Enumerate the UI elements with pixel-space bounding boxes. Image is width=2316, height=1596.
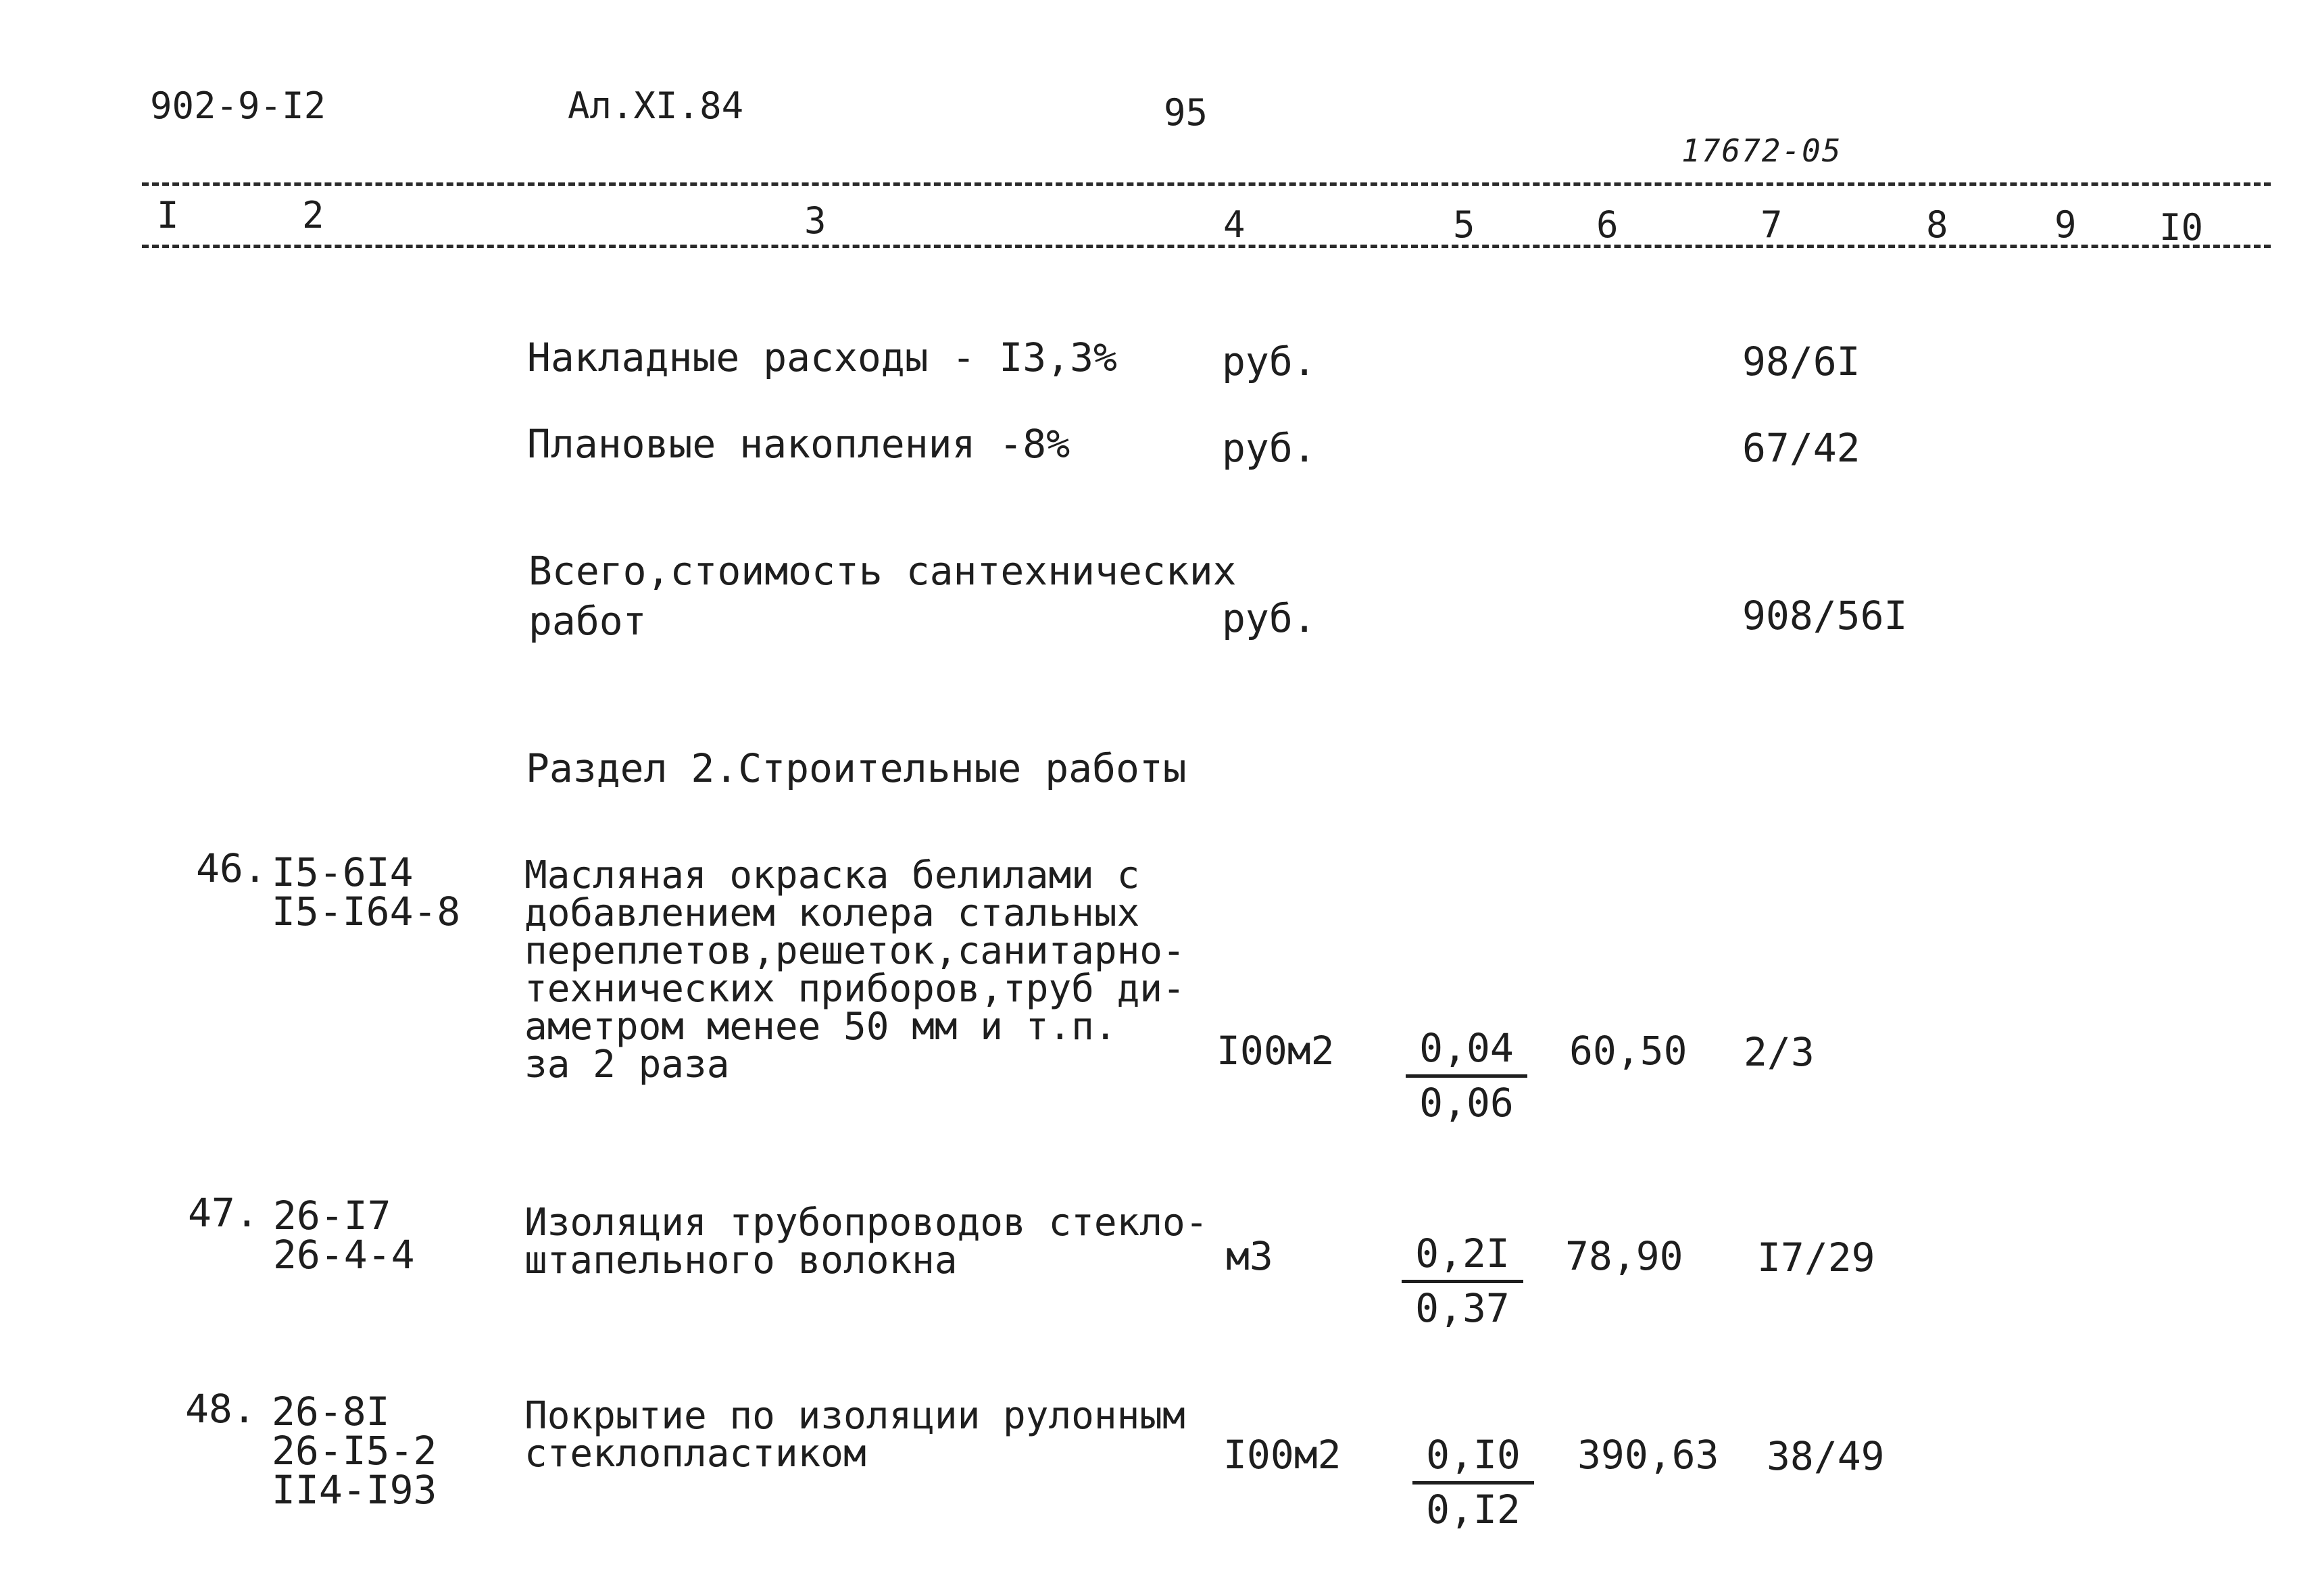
summary-unit: руб. bbox=[1222, 425, 1316, 471]
item-codes: I5-6I4 I5-I64-8 bbox=[272, 849, 461, 934]
item-number: 46. bbox=[196, 845, 267, 891]
item-codes: 26-8I 26-I5-2 II4-I93 bbox=[272, 1389, 437, 1513]
item-number: 47. bbox=[188, 1190, 259, 1236]
quantity-numerator: 0,2I bbox=[1402, 1234, 1523, 1283]
quantity-numerator: 0,04 bbox=[1406, 1028, 1527, 1078]
inventory-number: 17672-05 bbox=[1681, 132, 1842, 169]
item-unit: I00м2 bbox=[1223, 1432, 1341, 1478]
item-quantity bbox=[1412, 1432, 1534, 1532]
column-number: I0 bbox=[2159, 206, 2204, 249]
table-header-top-rule bbox=[142, 182, 2271, 186]
item-unit-price: 390,63 bbox=[1577, 1432, 1719, 1478]
column-number: 6 bbox=[1596, 203, 1619, 246]
item-unit: м3 bbox=[1226, 1233, 1273, 1279]
item-description: Изоляция трубопроводов стекло- штапельного волокна bbox=[524, 1201, 1208, 1282]
column-number: 8 bbox=[1926, 203, 1948, 246]
item-total: 2/3 bbox=[1744, 1029, 1815, 1075]
summary-total: 67/42 bbox=[1742, 425, 1861, 471]
item-number: 48. bbox=[185, 1386, 256, 1432]
column-number: 9 bbox=[2054, 203, 2077, 246]
quantity-denominator: 0,37 bbox=[1415, 1285, 1510, 1331]
item-quantity bbox=[1402, 1230, 1523, 1331]
section-title: Раздел 2.Строительные работы bbox=[526, 745, 1187, 791]
table-header-bottom-rule bbox=[142, 245, 2271, 248]
column-number: 3 bbox=[804, 199, 827, 242]
summary-description: Всего,стоимость сантехнических работ bbox=[528, 548, 1237, 645]
summary-unit: руб. bbox=[1222, 339, 1316, 384]
item-total: I7/29 bbox=[1757, 1235, 1875, 1280]
quantity-denominator: 0,I2 bbox=[1426, 1487, 1521, 1532]
summary-unit: руб. bbox=[1222, 595, 1316, 641]
page-number: 95 bbox=[1164, 91, 1208, 134]
summary-total: 98/6I bbox=[1742, 339, 1861, 384]
quantity-numerator: 0,I0 bbox=[1412, 1435, 1534, 1485]
column-number: I bbox=[157, 194, 179, 236]
item-description: Покрытие по изоляции рулонным стеклопластиком bbox=[524, 1394, 1185, 1476]
summary-description: Накладные расходы - I3,3% bbox=[527, 334, 1117, 380]
column-number: 5 bbox=[1453, 203, 1475, 246]
item-description: Масляная окраска белилами с добавлением колера стальных переплетов,решеток,санитарно- технических приборов,труб ди- аметром менее 50 мм и т.п. за 2 раза bbox=[524, 853, 1185, 1087]
column-number: 4 bbox=[1223, 203, 1246, 246]
summary-description: Плановые накопления -8% bbox=[527, 421, 1070, 467]
item-unit-price: 78,90 bbox=[1565, 1233, 1683, 1279]
item-unit: I00м2 bbox=[1216, 1028, 1335, 1074]
item-total: 38/49 bbox=[1767, 1433, 1885, 1479]
quantity-denominator: 0,06 bbox=[1419, 1080, 1514, 1126]
item-codes: 26-I7 26-4-4 bbox=[273, 1193, 415, 1278]
document-code: 902-9-I2 bbox=[150, 84, 326, 127]
album-number: Ал.XI.84 bbox=[568, 84, 744, 127]
column-number: 2 bbox=[302, 194, 324, 236]
item-unit-price: 60,50 bbox=[1569, 1028, 1687, 1074]
item-quantity bbox=[1406, 1025, 1527, 1126]
column-number: 7 bbox=[1760, 203, 1783, 246]
summary-total: 908/56I bbox=[1742, 593, 1908, 639]
